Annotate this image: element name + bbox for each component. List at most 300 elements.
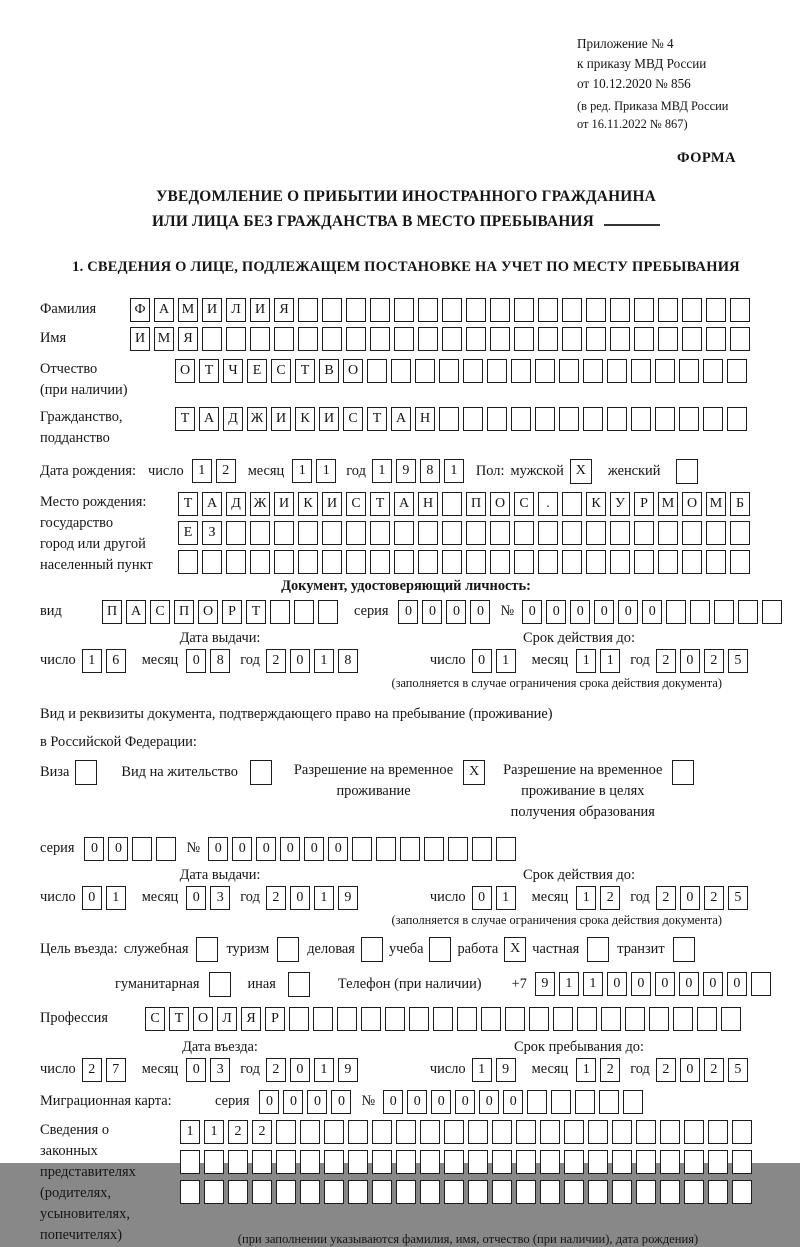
char-cell[interactable]	[708, 1150, 728, 1174]
char-cell[interactable]	[562, 298, 582, 322]
char-cell[interactable]	[442, 298, 462, 322]
char-cell[interactable]: 1	[496, 649, 516, 673]
char-cell[interactable]	[631, 407, 651, 431]
char-cell[interactable]: 0	[680, 886, 700, 910]
char-cell[interactable]	[324, 1120, 344, 1144]
char-cell[interactable]: О	[193, 1007, 213, 1031]
char-cell[interactable]	[610, 298, 630, 322]
char-cell[interactable]	[551, 1090, 571, 1114]
char-cell[interactable]	[559, 407, 579, 431]
char-cell[interactable]	[276, 1150, 296, 1174]
char-cell[interactable]: Р	[634, 492, 654, 516]
char-cell[interactable]	[466, 298, 486, 322]
char-cell[interactable]: 0	[398, 600, 418, 624]
char-cell[interactable]	[276, 1120, 296, 1144]
char-cell[interactable]	[457, 1007, 477, 1031]
char-cell[interactable]: 8	[338, 649, 358, 673]
char-cell[interactable]: О	[175, 359, 195, 383]
char-cell[interactable]	[442, 492, 462, 516]
char-cell[interactable]: Б	[730, 492, 750, 516]
char-cell[interactable]: 3	[210, 1058, 230, 1082]
char-cell[interactable]	[204, 1180, 224, 1204]
char-cell[interactable]: П	[174, 600, 194, 624]
char-cell[interactable]	[586, 298, 606, 322]
char-cell[interactable]: 2	[704, 1058, 724, 1082]
char-cell[interactable]	[276, 1180, 296, 1204]
char-cell[interactable]	[577, 1007, 597, 1031]
char-cell[interactable]	[697, 1007, 717, 1031]
char-cell[interactable]	[228, 1150, 248, 1174]
char-cell[interactable]	[564, 1180, 584, 1204]
char-cell[interactable]: 0	[546, 600, 566, 624]
char-cell[interactable]: 0	[208, 837, 228, 861]
char-cell[interactable]	[559, 359, 579, 383]
char-cell[interactable]	[433, 1007, 453, 1031]
char-cell[interactable]	[444, 1120, 464, 1144]
char-cell[interactable]	[156, 837, 176, 861]
checkbox-male[interactable]: X	[570, 459, 592, 484]
char-cell[interactable]	[658, 298, 678, 322]
char-cell[interactable]: Т	[169, 1007, 189, 1031]
char-cell[interactable]	[634, 298, 654, 322]
char-cell[interactable]: З	[202, 521, 222, 545]
char-cell[interactable]	[463, 359, 483, 383]
char-cell[interactable]	[448, 837, 468, 861]
char-cell[interactable]: О	[490, 492, 510, 516]
char-cell[interactable]	[300, 1180, 320, 1204]
char-cell[interactable]: А	[394, 492, 414, 516]
char-cell[interactable]	[649, 1007, 669, 1031]
char-cell[interactable]	[682, 298, 702, 322]
char-cell[interactable]: 0	[455, 1090, 475, 1114]
char-cell[interactable]: 2	[600, 886, 620, 910]
char-cell[interactable]	[367, 359, 387, 383]
checkbox-purpose-humanitarian[interactable]	[209, 972, 231, 997]
char-cell[interactable]: И	[322, 492, 342, 516]
char-cell[interactable]: П	[102, 600, 122, 624]
char-cell[interactable]	[490, 521, 510, 545]
char-cell[interactable]: О	[198, 600, 218, 624]
char-cell[interactable]: Е	[178, 521, 198, 545]
char-cell[interactable]: С	[271, 359, 291, 383]
char-cell[interactable]	[514, 298, 534, 322]
char-cell[interactable]: Р	[222, 600, 242, 624]
char-cell[interactable]: 0	[703, 972, 723, 996]
char-cell[interactable]: 1	[192, 459, 212, 483]
char-cell[interactable]	[394, 298, 414, 322]
char-cell[interactable]	[682, 521, 702, 545]
char-cell[interactable]	[636, 1120, 656, 1144]
char-cell[interactable]	[660, 1120, 680, 1144]
char-cell[interactable]: Т	[246, 600, 266, 624]
checkbox-temp-permit[interactable]: X	[463, 760, 485, 785]
char-cell[interactable]	[385, 1007, 405, 1031]
char-cell[interactable]: 2	[266, 649, 286, 673]
char-cell[interactable]	[370, 327, 390, 351]
char-cell[interactable]: 0	[631, 972, 651, 996]
char-cell[interactable]	[348, 1120, 368, 1144]
char-cell[interactable]: 1	[472, 1058, 492, 1082]
char-cell[interactable]: Т	[295, 359, 315, 383]
char-cell[interactable]: 0	[256, 837, 276, 861]
char-cell[interactable]	[540, 1150, 560, 1174]
checkbox-purpose-other[interactable]	[288, 972, 310, 997]
char-cell[interactable]: 5	[728, 649, 748, 673]
char-cell[interactable]	[636, 1180, 656, 1204]
char-cell[interactable]	[346, 327, 366, 351]
char-cell[interactable]: К	[298, 492, 318, 516]
checkbox-purpose-official[interactable]	[196, 937, 218, 962]
char-cell[interactable]: 0	[280, 837, 300, 861]
char-cell[interactable]	[324, 1150, 344, 1174]
char-cell[interactable]: 2	[656, 649, 676, 673]
char-cell[interactable]: 2	[252, 1120, 272, 1144]
char-cell[interactable]: К	[586, 492, 606, 516]
char-cell[interactable]	[538, 521, 558, 545]
char-cell[interactable]: 9	[338, 1058, 358, 1082]
char-cell[interactable]: 0	[472, 649, 492, 673]
char-cell[interactable]	[322, 298, 342, 322]
char-cell[interactable]	[738, 600, 758, 624]
char-cell[interactable]: О	[682, 492, 702, 516]
char-cell[interactable]: 1	[600, 649, 620, 673]
char-cell[interactable]	[346, 550, 366, 574]
char-cell[interactable]: 2	[216, 459, 236, 483]
char-cell[interactable]: 0	[82, 886, 102, 910]
char-cell[interactable]: С	[145, 1007, 165, 1031]
char-cell[interactable]	[270, 600, 290, 624]
char-cell[interactable]: 0	[679, 972, 699, 996]
char-cell[interactable]: 1	[576, 1058, 596, 1082]
char-cell[interactable]: 0	[331, 1090, 351, 1114]
char-cell[interactable]: У	[610, 492, 630, 516]
char-cell[interactable]: 5	[728, 886, 748, 910]
checkbox-purpose-tourism[interactable]	[277, 937, 299, 962]
char-cell[interactable]	[538, 550, 558, 574]
char-cell[interactable]	[274, 327, 294, 351]
char-cell[interactable]: 7	[106, 1058, 126, 1082]
char-cell[interactable]	[394, 327, 414, 351]
char-cell[interactable]	[610, 550, 630, 574]
char-cell[interactable]	[180, 1150, 200, 1174]
char-cell[interactable]: 0	[472, 886, 492, 910]
char-cell[interactable]	[708, 1180, 728, 1204]
char-cell[interactable]	[553, 1007, 573, 1031]
checkbox-purpose-business[interactable]	[361, 937, 383, 962]
char-cell[interactable]	[612, 1180, 632, 1204]
char-cell[interactable]: 9	[496, 1058, 516, 1082]
char-cell[interactable]	[250, 327, 270, 351]
char-cell[interactable]	[298, 521, 318, 545]
char-cell[interactable]	[658, 550, 678, 574]
char-cell[interactable]: Т	[370, 492, 390, 516]
char-cell[interactable]	[684, 1150, 704, 1174]
char-cell[interactable]: 2	[704, 649, 724, 673]
char-cell[interactable]: Т	[199, 359, 219, 383]
char-cell[interactable]: 0	[594, 600, 614, 624]
char-cell[interactable]: 1	[204, 1120, 224, 1144]
char-cell[interactable]	[415, 359, 435, 383]
char-cell[interactable]	[516, 1180, 536, 1204]
char-cell[interactable]	[562, 550, 582, 574]
char-cell[interactable]: И	[250, 298, 270, 322]
char-cell[interactable]	[370, 298, 390, 322]
char-cell[interactable]	[634, 327, 654, 351]
char-cell[interactable]	[250, 550, 270, 574]
char-cell[interactable]: 1	[82, 649, 102, 673]
char-cell[interactable]	[442, 521, 462, 545]
char-cell[interactable]	[481, 1007, 501, 1031]
char-cell[interactable]: 8	[210, 649, 230, 673]
char-cell[interactable]	[420, 1180, 440, 1204]
char-cell[interactable]	[514, 550, 534, 574]
checkbox-female[interactable]	[676, 459, 698, 484]
char-cell[interactable]: С	[346, 492, 366, 516]
char-cell[interactable]	[601, 1007, 621, 1031]
char-cell[interactable]	[610, 521, 630, 545]
char-cell[interactable]	[492, 1180, 512, 1204]
char-cell[interactable]: 1	[316, 459, 336, 483]
char-cell[interactable]	[607, 359, 627, 383]
char-cell[interactable]	[394, 521, 414, 545]
char-cell[interactable]	[730, 521, 750, 545]
char-cell[interactable]	[228, 1180, 248, 1204]
char-cell[interactable]: А	[126, 600, 146, 624]
char-cell[interactable]	[418, 298, 438, 322]
char-cell[interactable]: 0	[328, 837, 348, 861]
char-cell[interactable]	[562, 521, 582, 545]
char-cell[interactable]	[466, 521, 486, 545]
char-cell[interactable]	[346, 298, 366, 322]
char-cell[interactable]: 1	[559, 972, 579, 996]
char-cell[interactable]	[623, 1090, 643, 1114]
char-cell[interactable]: 6	[106, 649, 126, 673]
char-cell[interactable]: 2	[228, 1120, 248, 1144]
char-cell[interactable]	[289, 1007, 309, 1031]
checkbox-purpose-work[interactable]: X	[504, 937, 526, 962]
char-cell[interactable]	[487, 407, 507, 431]
char-cell[interactable]: 9	[396, 459, 416, 483]
char-cell[interactable]	[564, 1150, 584, 1174]
char-cell[interactable]	[391, 359, 411, 383]
char-cell[interactable]	[496, 837, 516, 861]
char-cell[interactable]	[586, 550, 606, 574]
char-cell[interactable]	[466, 327, 486, 351]
char-cell[interactable]: Я	[241, 1007, 261, 1031]
char-cell[interactable]	[468, 1150, 488, 1174]
char-cell[interactable]	[322, 550, 342, 574]
char-cell[interactable]	[409, 1007, 429, 1031]
char-cell[interactable]	[372, 1150, 392, 1174]
char-cell[interactable]: И	[202, 298, 222, 322]
checkbox-residence-permit[interactable]	[250, 760, 272, 785]
char-cell[interactable]: 0	[283, 1090, 303, 1114]
char-cell[interactable]	[442, 327, 462, 351]
char-cell[interactable]: 0	[479, 1090, 499, 1114]
char-cell[interactable]	[372, 1120, 392, 1144]
char-cell[interactable]	[324, 1180, 344, 1204]
char-cell[interactable]	[583, 407, 603, 431]
char-cell[interactable]: 0	[304, 837, 324, 861]
char-cell[interactable]	[226, 327, 246, 351]
char-cell[interactable]: 1	[314, 886, 334, 910]
char-cell[interactable]	[226, 521, 246, 545]
char-cell[interactable]: 1	[576, 886, 596, 910]
char-cell[interactable]	[588, 1180, 608, 1204]
char-cell[interactable]: 0	[618, 600, 638, 624]
char-cell[interactable]: Н	[418, 492, 438, 516]
char-cell[interactable]	[318, 600, 338, 624]
char-cell[interactable]	[540, 1120, 560, 1144]
char-cell[interactable]: А	[391, 407, 411, 431]
char-cell[interactable]	[727, 407, 747, 431]
char-cell[interactable]: П	[466, 492, 486, 516]
char-cell[interactable]: 2	[600, 1058, 620, 1082]
char-cell[interactable]: 2	[656, 1058, 676, 1082]
char-cell[interactable]	[313, 1007, 333, 1031]
char-cell[interactable]	[610, 327, 630, 351]
char-cell[interactable]	[472, 837, 492, 861]
char-cell[interactable]: Д	[223, 407, 243, 431]
char-cell[interactable]	[226, 550, 246, 574]
char-cell[interactable]	[762, 600, 782, 624]
char-cell[interactable]: 1	[583, 972, 603, 996]
char-cell[interactable]: Д	[226, 492, 246, 516]
char-cell[interactable]	[463, 407, 483, 431]
char-cell[interactable]: 2	[266, 1058, 286, 1082]
char-cell[interactable]: Ч	[223, 359, 243, 383]
char-cell[interactable]	[370, 550, 390, 574]
char-cell[interactable]	[505, 1007, 525, 1031]
char-cell[interactable]	[586, 327, 606, 351]
checkbox-purpose-transit[interactable]	[673, 937, 695, 962]
char-cell[interactable]: М	[178, 298, 198, 322]
char-cell[interactable]	[418, 550, 438, 574]
char-cell[interactable]	[727, 359, 747, 383]
char-cell[interactable]	[538, 327, 558, 351]
char-cell[interactable]	[529, 1007, 549, 1031]
checkbox-purpose-study[interactable]	[429, 937, 451, 962]
char-cell[interactable]: И	[271, 407, 291, 431]
char-cell[interactable]: Н	[415, 407, 435, 431]
char-cell[interactable]	[514, 327, 534, 351]
char-cell[interactable]	[418, 327, 438, 351]
char-cell[interactable]: 0	[470, 600, 490, 624]
char-cell[interactable]: А	[199, 407, 219, 431]
char-cell[interactable]: 1	[496, 886, 516, 910]
char-cell[interactable]: 2	[82, 1058, 102, 1082]
char-cell[interactable]: 0	[186, 886, 206, 910]
char-cell[interactable]	[634, 521, 654, 545]
char-cell[interactable]	[376, 837, 396, 861]
char-cell[interactable]	[599, 1090, 619, 1114]
char-cell[interactable]	[706, 327, 726, 351]
char-cell[interactable]	[660, 1150, 680, 1174]
char-cell[interactable]: С	[343, 407, 363, 431]
char-cell[interactable]: 0	[607, 972, 627, 996]
char-cell[interactable]	[706, 550, 726, 574]
char-cell[interactable]: А	[154, 298, 174, 322]
char-cell[interactable]	[682, 327, 702, 351]
char-cell[interactable]: 0	[522, 600, 542, 624]
char-cell[interactable]	[487, 359, 507, 383]
char-cell[interactable]: Т	[175, 407, 195, 431]
char-cell[interactable]	[468, 1120, 488, 1144]
char-cell[interactable]	[516, 1150, 536, 1174]
char-cell[interactable]	[492, 1150, 512, 1174]
char-cell[interactable]	[575, 1090, 595, 1114]
char-cell[interactable]: 9	[338, 886, 358, 910]
char-cell[interactable]	[400, 837, 420, 861]
char-cell[interactable]: Л	[217, 1007, 237, 1031]
char-cell[interactable]	[658, 521, 678, 545]
char-cell[interactable]	[444, 1150, 464, 1174]
char-cell[interactable]: К	[295, 407, 315, 431]
char-cell[interactable]: 0	[407, 1090, 427, 1114]
char-cell[interactable]	[588, 1120, 608, 1144]
char-cell[interactable]: Я	[178, 327, 198, 351]
char-cell[interactable]: 0	[680, 649, 700, 673]
char-cell[interactable]: О	[343, 359, 363, 383]
char-cell[interactable]	[730, 327, 750, 351]
char-cell[interactable]	[706, 521, 726, 545]
char-cell[interactable]	[730, 298, 750, 322]
char-cell[interactable]	[492, 1120, 512, 1144]
char-cell[interactable]: 1	[444, 459, 464, 483]
char-cell[interactable]	[298, 327, 318, 351]
char-cell[interactable]	[679, 359, 699, 383]
char-cell[interactable]	[322, 327, 342, 351]
char-cell[interactable]	[178, 550, 198, 574]
char-cell[interactable]	[535, 359, 555, 383]
char-cell[interactable]: Ж	[250, 492, 270, 516]
char-cell[interactable]: Т	[367, 407, 387, 431]
char-cell[interactable]	[732, 1120, 752, 1144]
char-cell[interactable]	[444, 1180, 464, 1204]
char-cell[interactable]	[703, 359, 723, 383]
char-cell[interactable]	[511, 407, 531, 431]
char-cell[interactable]: С	[514, 492, 534, 516]
char-cell[interactable]: 1	[314, 1058, 334, 1082]
char-cell[interactable]	[370, 521, 390, 545]
char-cell[interactable]	[655, 359, 675, 383]
char-cell[interactable]: Л	[226, 298, 246, 322]
char-cell[interactable]	[348, 1180, 368, 1204]
char-cell[interactable]: 5	[728, 1058, 748, 1082]
char-cell[interactable]	[703, 407, 723, 431]
char-cell[interactable]: Е	[247, 359, 267, 383]
char-cell[interactable]	[337, 1007, 357, 1031]
char-cell[interactable]	[721, 1007, 741, 1031]
char-cell[interactable]: М	[706, 492, 726, 516]
char-cell[interactable]	[730, 550, 750, 574]
char-cell[interactable]	[274, 550, 294, 574]
char-cell[interactable]	[538, 298, 558, 322]
char-cell[interactable]: 1	[576, 649, 596, 673]
char-cell[interactable]: 0	[290, 1058, 310, 1082]
char-cell[interactable]: Ж	[247, 407, 267, 431]
char-cell[interactable]: 0	[232, 837, 252, 861]
char-cell[interactable]: 0	[431, 1090, 451, 1114]
char-cell[interactable]	[714, 600, 734, 624]
char-cell[interactable]	[514, 521, 534, 545]
char-cell[interactable]	[631, 359, 651, 383]
char-cell[interactable]	[298, 298, 318, 322]
char-cell[interactable]	[180, 1180, 200, 1204]
char-cell[interactable]: 0	[84, 837, 104, 861]
char-cell[interactable]	[706, 298, 726, 322]
char-cell[interactable]	[516, 1120, 536, 1144]
